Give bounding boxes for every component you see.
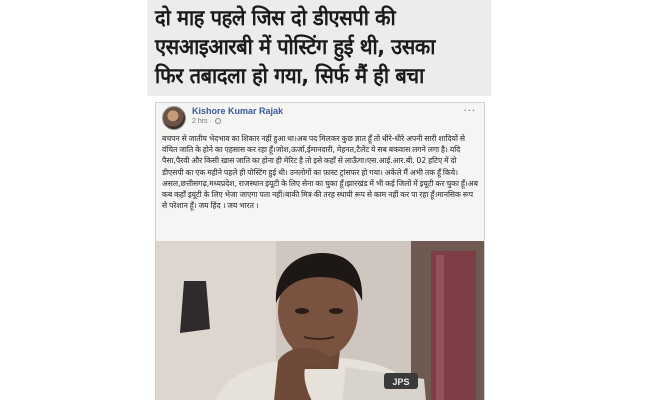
post-body: बचपन से जातीय भेदभाव का शिकार नहीं हुआ था।अब पद मिलकर कुछ ज्ञात हूँ तो धीरे-धीरे अपनी सारी शादियों से वंचित जाति के होने का एहसास कर रहा हूँ।जोश,ऊर्जा,ईमानदारी, मेहनत,टैलेंट ये सब बकवास लगने लगा है। यदि पैसा,पैरवी और किसी खास जाति का होना ही मेरिट है तो इसे कहाँ से लाऊँगा।एस.आई.आर.बी. 02 हटिए में दो डीएसपी का एक महीने पहले ही पोस्टिंग हुई थी। उनलोगों का फ़ास्ट ट्रांसफर हो गया। अकेले मैं अभी तक हूँ किये। असल,छत्तीसगढ़,मध्यप्रदेश, राजस्थान इयूटी के लिए सेना का चुका हूँ।झारखंड में भी कई जिलों में इयूटी कर चुका हूँ।अब कब कहाँ इयूटी के लिए भेजा जाएगा पता नहीं।बाकी मित्र की तरह स्थायी रूप से काम नहीं कर पा रहा हूँ।मानसिक रूप से परेशान हूँ। जय हिंद । जय भारत । — [162, 134, 478, 211]
news-clipping — [147, 0, 491, 400]
more-options-icon[interactable]: ··· — [463, 106, 476, 117]
post-time[interactable]: 2 hrs · — [192, 118, 212, 125]
post-meta — [192, 118, 221, 125]
officer-photo — [156, 241, 484, 400]
headline-line-2: एसआइआरबी में पोस्टिंग हुई थी, उसका — [155, 35, 436, 60]
headline-line-1: दो माह पहले जिस दो डीएसपी की — [155, 6, 396, 31]
headline — [155, 4, 462, 91]
officer-photo-illustration — [156, 241, 484, 400]
post-header — [156, 103, 484, 131]
avatar[interactable] — [162, 106, 186, 130]
post-author[interactable]: Kishore Kumar Rajak — [192, 106, 284, 116]
headline-line-3: फिर तबादला हो गया, सिर्फ मैं ही बचा — [155, 64, 424, 89]
facebook-post — [155, 102, 485, 400]
headline-box — [147, 0, 491, 96]
jps-badge: JPS — [392, 377, 410, 387]
globe-icon — [215, 118, 221, 124]
